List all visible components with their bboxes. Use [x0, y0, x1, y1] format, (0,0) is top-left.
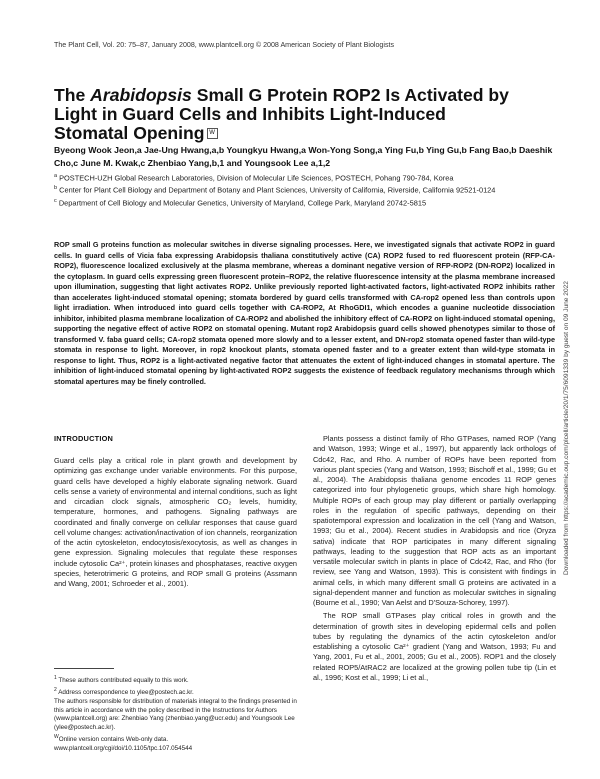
footnote: [54, 698, 297, 733]
intro-paragraph-1: Guard cells play a critical role in plant growth and development by optimizing gas exchange under variable environments. For this purpose, guard cells have developed a highly elaborate signaling network. Guard cells sense a variety of environmental and internal conditions, such as light and circadian clock signals, atmospheric CO₂ levels, humidity, temperature, hormones, and pathogens. Signaling pathways are coordinated and finally converge on cellular responses that cause guard cell volume changes: activation/inactivation of ion channels, reorganization of the actin cytoskeleton, endocytosis/exocytosis, as well as changes in gene expression. Signaling molecules that regulate these responses include cytosolic Ca²⁺, protein kinases and phosphatases, reactive oxygen species, heterotrimeric G proteins, and ROP small G proteins (Assmann and Wang, 2001; Schroeder et al., 2001).: [54, 456, 297, 588]
title-italic-genus: Arabidopsis: [90, 85, 192, 105]
footnotes: [54, 674, 297, 754]
affiliation-c: [54, 196, 554, 208]
affiliation-mark: a: [54, 173, 58, 179]
affiliations: [54, 171, 554, 208]
journal-citation-line: The Plant Cell, Vol. 20: 75–87, January 2008, www.plantcell.org © 2008 American Society of Plant Biologists: [54, 41, 395, 49]
right-column: [313, 434, 556, 683]
footnote-text: Online version contains Web-only data.: [58, 736, 169, 744]
title-part-2: Small G Protein ROP2 Is Activated by Light in Guard Cells and Inhibits Light-Induced Stomatal Opening: [54, 85, 509, 143]
doi-line: [54, 745, 297, 754]
intro-paragraph-3: The ROP small GTPases play critical roles in growth and the determination of growth sites in developing epidermal cells and pollen tubes by regulating the dynamics of the actin cytoskeleton and/or establishing a cytosolic Ca²⁺ gradient (Yang and Watson, 1993; Fu and Yang, 2001, Fu et al., 2001, 2005; Gu et al., 2005). ROP1 and the closely related ROP5/AtRAC2 are localized at the growing pollen tube tip (Lin et al., 1996; Kost et al., 1999; Li et al.,: [313, 611, 556, 682]
abstract: ROP small G proteins function as molecular switches in diverse signaling processes. Here, we investigated signals that activate ROP2 in guard cells. In guard cells of Vicia faba expressing Arabidopsis thaliana constitutively active (CA) ROP2 fused to red fluorescent protein (RFP-CA-ROP2), fluorescence localized exclusively at the plasma membrane, whereas a dominant negative version of RFP-ROP2 (DN-ROP2) localized in the cytoplasm. In guard cells expressing green fluorescent protein–ROP2, the relative fluorescence intensity at the plasma membrane increased upon illumination, suggesting that light activates ROP2. Unlike previously reported light-activated factors, light-activated ROP2 inhibits rather than accelerates light-induced stomatal opening; stomata bordered by guard cells transformed with CA-rop2 opened less than controls upon light irradiation. When introduced into guard cells together with CA-ROP2, At RhoGDI1, which encodes a guanine nucleotide dissociation inhibitor, inhibited plasma membrane localization of CA-ROP2 and abolished the inhibitory effect of CA-ROP2 on light-induced stomatal opening, supporting the negative effect of active ROP2 on stomatal opening. Mutant rop2 Arabidopsis guard cells showed phenotypes similar to those of transformed V. faba guard cells; CA-rop2 stomata opened more slowly and to a lesser extent, and DN-rop2 stomata opened faster than wild-type stomata in response to light. Moreover, in rop2 knockout plants, stomata opened faster and to a greater extent than wild-type stomata in response to light. Thus, ROP2 is a light-activated negative factor that attenuates the extent of light-induced changes in stomatal aperture. The inhibition of light-induced stomatal opening by light-activated ROP2 suggests the existence of feedback regulatory mechanisms through which stomatal apertures may be finely controlled.: [54, 240, 555, 386]
author-list: Byeong Wook Jeon,a Jae-Ung Hwang,a,b Youngkyu Hwang,a Won-Yong Song,a Ying Fu,b Ying Gu,b Fang Bao,b Daeshik Cho,c June M. Kwak,c Zhenbiao Yang,b,1 and Youngsook Lee a,1,2: [54, 145, 553, 168]
affiliation-a: [54, 171, 554, 183]
footnote-mark: W: [54, 733, 59, 740]
footnote-text: Address correspondence to ylee@postech.ac.kr.: [58, 688, 194, 696]
footnote-text: The authors responsible for distribution of materials integral to the findings presented in this article in accordance with the policy described in the Instructions for Authors (www.plantcell.org) are: Zhenbiao Yang (zhenbiao.yang@ucr.edu) and Youngsook Lee (ylee@postech.ac.kr).: [54, 697, 297, 732]
web-supplement-icon: W: [207, 128, 218, 139]
download-notice-text: Downloaded from https://academic.oup.com/plcell/article/20/1/75/6091339 by guest on 09 June 2022: [563, 281, 570, 575]
affiliation-mark: c: [54, 197, 57, 204]
introduction-heading: INTRODUCTION: [54, 434, 114, 443]
footnote: [54, 674, 297, 686]
download-notice: [563, 205, 586, 575]
doi-text: www.plantcell.org/cgi/doi/10.1105/tpc.107.054544: [54, 744, 193, 752]
article-title: [54, 86, 524, 143]
intro-paragraph-2: Plants possess a distinct family of Rho GTPases, named ROP (Yang and Watson, 1993; Winge et al., 1997), but apparently lack orthologs of Cdc42, Rac, and Rho. A number of ROPs have been reported from various plant species (Yang and Watson, 1993; Bischoff et al., 1999; Gu et al., 2004). The Arabidopsis thaliana genome encodes 11 ROP genes categorized into four phylogenetic groups, which share high homology. Multiple ROPs of each group may play different or partially overlapping roles in the regulation of specific pathways, depending on their spatiotemporal expression and localization in the cell (Yang and Watson, 1993; Gu et al., 2004). Recent studies in Arabidopsis and rice (Oryza sativa) indicate that ROP participates in many different signaling pathways, leading to the suggestion that ROP acts as an important versatile molecular switch in plants in place of Cdc42, Rac, and Rho (for review, see Yang and Watson, 1993). This is consistent with findings in animal cells, in which many different small G proteins are activated in a signal-dependent manner and function as molecular switches in signaling (Bourne et al., 1990; Van Aelst and D'Souza-Schorey, 1997).: [313, 434, 556, 607]
footnote-mark: 1: [54, 675, 57, 681]
title-part-1: The: [54, 85, 91, 105]
footnote-mark: 2: [54, 686, 57, 693]
affiliation-mark: b: [54, 185, 58, 192]
footnote-divider: [54, 668, 114, 669]
footnote-text: These authors contributed equally to this work.: [58, 677, 189, 685]
affiliation-text: Center for Plant Cell Biology and Department of Botany and Plant Sciences, University of California, Riverside, California 92521-0124: [59, 185, 496, 195]
affiliation-text: POSTECH-UZH Global Research Laboratories, Division of Molecular Life Sciences, POSTECH, Pohang 790-784, Korea: [59, 173, 454, 183]
affiliation-b: [54, 183, 554, 195]
footnote: [54, 733, 297, 745]
affiliation-text: Department of Cell Biology and Molecular Genetics, University of Maryland, College Park, Maryland 20742-5815: [58, 198, 427, 208]
left-column: [54, 434, 297, 589]
footnote: [54, 686, 297, 698]
